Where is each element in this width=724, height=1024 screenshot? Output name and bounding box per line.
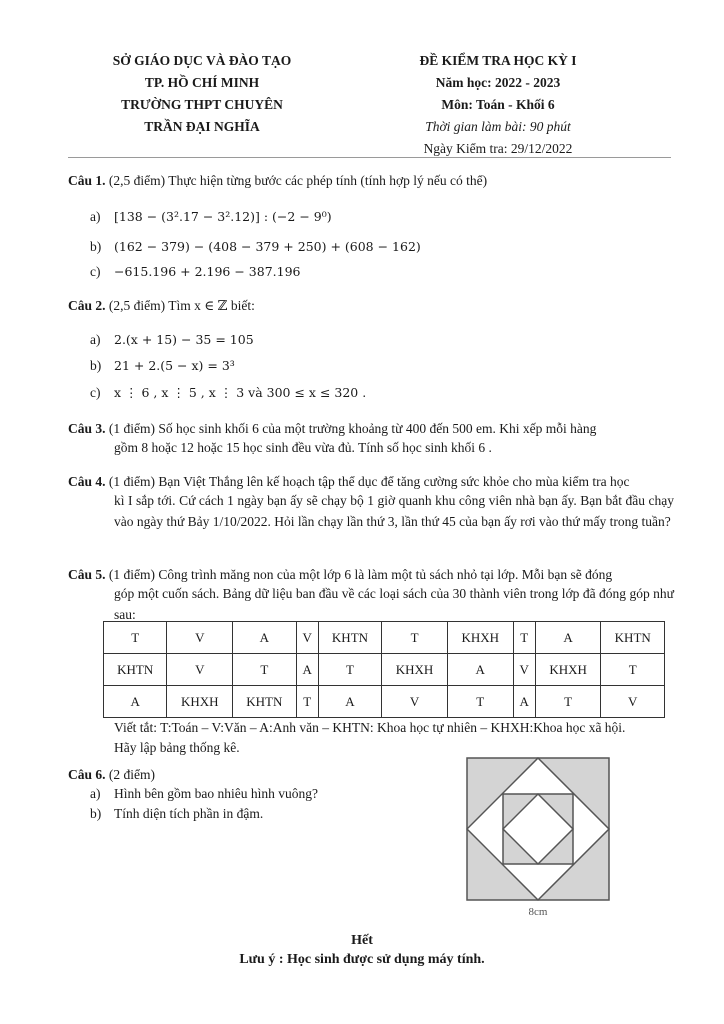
question-1 (68, 171, 678, 190)
question-3-line1: (1 điểm) Số học sinh khối 6 của một trường khoảng từ 400 đến 500 em. Khi xếp mỗi hàng (105, 421, 597, 436)
table-cell: V (513, 654, 535, 686)
table-cell: A (296, 654, 318, 686)
table-cell: A (233, 622, 296, 654)
question-3 (68, 419, 678, 438)
item-text: Tính diện tích phần in đậm. (114, 806, 264, 821)
table-cell: A (513, 686, 535, 718)
figure-svg (466, 757, 669, 919)
question-2 (68, 296, 678, 315)
question-2-item-b (90, 356, 235, 376)
question-5-body: góp một cuốn sách. Bảng dữ liệu ban đầu về các loại sách của 30 thành viên trong lớp đã đóng góp như sau: (114, 586, 674, 622)
header-left (96, 50, 308, 138)
header-right (398, 50, 598, 160)
table-cell: A (104, 686, 167, 718)
abbreviation-note: Viết tắt: T:Toán – V:Văn – A:Anh văn – KHTN: Khoa học tự nhiên – KHXH:Khoa học xã hội. (114, 720, 626, 735)
item-expression: −615.196 + 2.196 − 387.196 (114, 264, 301, 279)
question-3-label: Câu 3. (68, 421, 106, 436)
exam-date: Ngày Kiểm tra: 29/12/2022 (423, 141, 573, 156)
figure-dimension-label: 8cm (528, 906, 548, 918)
item-expression: 21 + 2.(5 − x) = 3³ (114, 358, 235, 373)
school-year: Năm học: 2022 - 2023 (435, 75, 561, 90)
table-cell: A (318, 686, 381, 718)
table-cell: T (382, 622, 448, 654)
item-letter: a) (90, 332, 101, 347)
table-cell: KHXH (382, 654, 448, 686)
item-letter: a) (90, 209, 101, 224)
question-2-item-c (90, 383, 366, 403)
question-2-item-a (90, 330, 254, 350)
table-cell: KHTN (233, 686, 296, 718)
item-expression: 2.(x + 15) − 35 = 105 (114, 332, 254, 347)
table-cell: KHTN (601, 622, 665, 654)
table-cell: KHXH (167, 686, 233, 718)
question-3-line2: gồm 8 hoặc 12 hoặc 15 học sinh đều vừa đủ. Tính số học sinh khối 6 . (114, 440, 492, 455)
question-1-label: Câu 1. (68, 173, 106, 188)
table-cell: A (447, 654, 513, 686)
question-6-item-b (90, 804, 263, 824)
table-cell: T (447, 686, 513, 718)
question-1-item-c (90, 262, 300, 282)
table-cell: V (382, 686, 448, 718)
table-cell: T (233, 654, 296, 686)
table-cell: T (104, 622, 167, 654)
table-cell: T (513, 622, 535, 654)
end-marker: Hết (351, 933, 373, 948)
item-expression: [138 − (3².17 − 3².12)] : (−2 − 9⁰) (114, 209, 332, 224)
table-cell: T (601, 654, 665, 686)
table-cell: KHTN (318, 622, 381, 654)
question-4-body: kì I sắp tới. Cứ cách 1 ngày bạn ấy sẽ chạy bộ 1 giờ quanh khu công viên nhà bạn ấy. Bạn bắt đầu chạy vào ngày thứ Bảy 1/10/2022. Hỏi lần chạy lần thứ 3, lần thứ 45 của bạn ấy rơi vào thứ mấy trong tuần? (114, 493, 674, 529)
book-data-table (103, 621, 665, 718)
school-name-line2: TRẦN ĐẠI NGHĨA (144, 119, 260, 134)
header-divider (68, 157, 671, 158)
footer-note: Lưu ý : Học sinh được sử dụng máy tính. (239, 952, 485, 967)
nested-squares-figure (466, 757, 669, 918)
item-text: Hình bên gồm bao nhiêu hình vuông? (114, 786, 318, 801)
school-name-line1: TRƯỜNG THPT CHUYÊN (121, 97, 283, 112)
table-cell: V (167, 622, 233, 654)
item-letter: c) (90, 385, 101, 400)
item-letter: b) (90, 358, 102, 373)
table-row (104, 622, 665, 654)
item-expression: (162 − 379) − (408 − 379 + 250) + (608 − 162) (114, 239, 421, 254)
item-letter: c) (90, 264, 101, 279)
table-cell: V (296, 622, 318, 654)
subject: Môn: Toán - Khối 6 (441, 97, 555, 112)
question-1-text: (2,5 điểm) Thực hiện từng bước các phép tính (tính hợp lý nếu có thể) (105, 173, 488, 188)
table-cell: T (535, 686, 601, 718)
table-row (104, 654, 665, 686)
table-cell: KHXH (447, 622, 513, 654)
item-letter: b) (90, 239, 102, 254)
time-limit: Thời gian làm bài: 90 phút (425, 119, 571, 134)
question-5-line1: (1 điểm) Công trình măng non của một lớp 6 là làm một tủ sách nhỏ tại lớp. Mỗi bạn sẽ đóng (105, 567, 613, 582)
table-cell: V (601, 686, 665, 718)
table-cell: T (318, 654, 381, 686)
item-expression: x ⋮ 6 , x ⋮ 5 , x ⋮ 3 và 300 ≤ x ≤ 320 . (114, 385, 367, 400)
department-name: SỞ GIÁO DỤC VÀ ĐÀO TẠO (112, 53, 292, 68)
question-4 (68, 472, 678, 491)
question-4-label: Câu 4. (68, 474, 106, 489)
question-2-text: (2,5 điểm) Tìm x ∈ ℤ biết: (105, 298, 255, 313)
city-name: TP. HỒ CHÍ MINH (144, 75, 260, 90)
question-6-text: (2 điểm) (105, 767, 156, 782)
question-6-label: Câu 6. (68, 767, 106, 782)
item-letter: a) (90, 786, 101, 801)
question-1-item-b (90, 237, 421, 257)
item-letter: b) (90, 806, 102, 821)
question-5-label: Câu 5. (68, 567, 106, 582)
table-row (104, 686, 665, 718)
question-6 (68, 765, 368, 784)
question-1-item-a (90, 207, 332, 227)
table-cell: KHTN (104, 654, 167, 686)
question-6-item-a (90, 784, 318, 804)
question-5 (68, 565, 678, 584)
table-cell: T (296, 686, 318, 718)
exam-title: ĐỀ KIỂM TRA HỌC KỲ I (419, 53, 577, 68)
question-4-line1: (1 điểm) Bạn Việt Thắng lên kế hoạch tập thể dục để tăng cường sức khỏe cho mùa kiểm tra học (105, 474, 630, 489)
question-2-label: Câu 2. (68, 298, 106, 313)
table-cell: KHXH (535, 654, 601, 686)
table-cell: V (167, 654, 233, 686)
question-5-task: Hãy lập bảng thống kê. (114, 740, 240, 755)
table-cell: A (535, 622, 601, 654)
